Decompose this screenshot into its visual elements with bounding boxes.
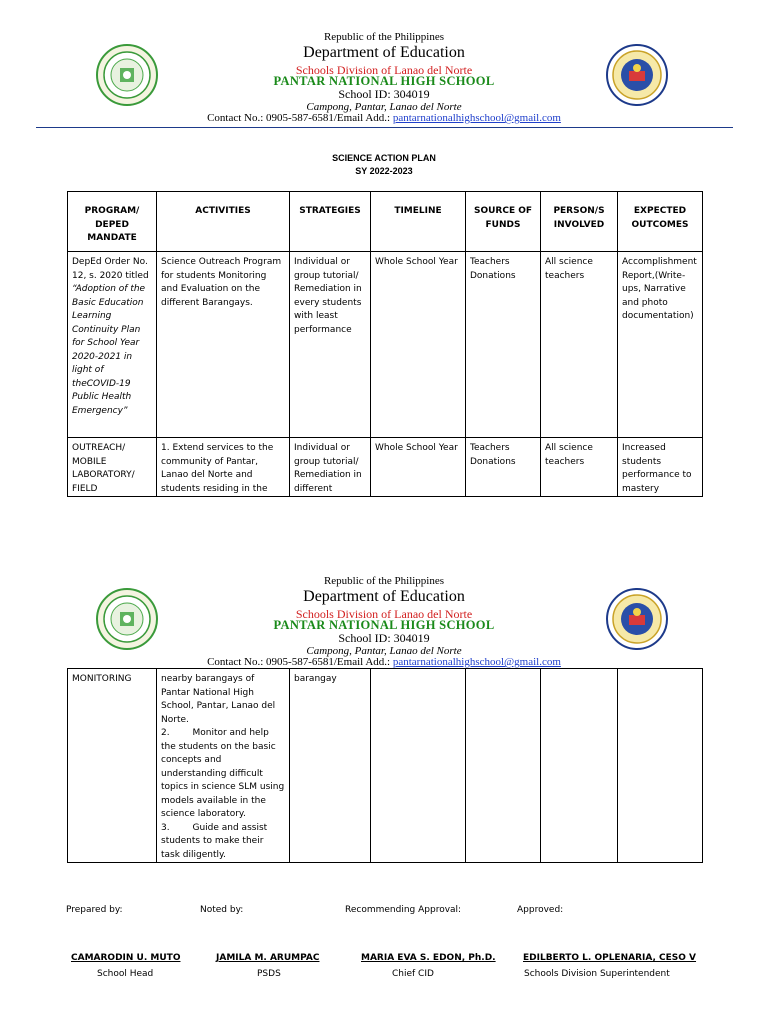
republic-text: Republic of the Philippines <box>323 31 445 43</box>
school-address: Campong, Pantar, Lanao del Norte <box>306 645 462 657</box>
signatory-name-school-head: CAMARODIN U. MUTO <box>71 953 181 963</box>
department-name: Department of Education <box>303 588 465 605</box>
persons-cell: All science teachers <box>541 438 618 497</box>
table-row <box>68 669 703 863</box>
timeline-cell: Whole School Year <box>371 252 466 438</box>
table-row <box>68 438 703 497</box>
school-id: School ID: 304019 <box>338 631 430 645</box>
email-link[interactable]: pantarnationalhighschool@gmail.com <box>392 656 561 668</box>
action-plan-table-continued <box>67 668 703 863</box>
school-name: PANTAR NATIONAL HIGH SCHOOL <box>273 74 495 88</box>
column-header: SOURCE OF FUNDS <box>466 192 541 252</box>
contact-number: Contact No.: 0905-587-6581/Email Add.: <box>207 656 393 668</box>
header-rule <box>36 127 733 128</box>
mandate-cell <box>68 252 157 438</box>
activity-item: 3. Guide and assist students to make their task diligently. <box>161 822 271 860</box>
school-name: PANTAR NATIONAL HIGH SCHOOL <box>273 618 495 632</box>
table-row <box>68 252 703 438</box>
activities-cell <box>157 669 290 863</box>
signatory-position-psds: PSDS <box>257 969 281 979</box>
funds-cell <box>466 669 541 863</box>
outcomes-cell: Increased students performance to mastery <box>618 438 703 497</box>
action-plan-table <box>67 191 703 497</box>
outcomes-cell <box>618 669 703 863</box>
column-header: STRATEGIES <box>290 192 371 252</box>
funds-cell: Teachers Donations <box>466 438 541 497</box>
table-header-row <box>68 192 703 252</box>
activities-cell: 1. Extend services to the community of Pantar, Lanao del Norte and students residing in the <box>157 438 290 497</box>
timeline-cell: Whole School Year <box>371 438 466 497</box>
signatory-name-chief-cid: MARIA EVA S. EDON, Ph.D. <box>361 953 496 963</box>
timeline-cell <box>371 669 466 863</box>
contact-line <box>0 112 768 124</box>
column-header: EXPECTED OUTCOMES <box>618 192 703 252</box>
email-link[interactable]: pantarnationalhighschool@gmail.com <box>392 112 561 124</box>
approved-label: Approved: <box>517 905 564 915</box>
strategies-cell: Individual or group tutorial/ Remediation in every students with least performance <box>290 252 371 438</box>
school-address: Campong, Pantar, Lanao del Norte <box>306 101 462 113</box>
mandate-cell: OUTREACH/ MOBILE LABORATORY/ FIELD <box>68 438 157 497</box>
school-id: School ID: 304019 <box>338 87 430 101</box>
outcomes-cell: Accomplishment Report,(Write-ups, Narrative and photo documentation) <box>618 252 703 438</box>
signatory-name-psds: JAMILA M. ARUMPAC <box>216 953 320 963</box>
plan-year: SY 2022-2023 <box>355 166 413 176</box>
republic-text: Republic of the Philippines <box>323 575 445 587</box>
activity-item: nearby barangays of Pantar National High School, Pantar, Lanao del Norte. <box>161 674 276 725</box>
division-name: Schools Division of Lanao del Norte <box>295 607 473 621</box>
division-name: Schools Division of Lanao del Norte <box>295 63 473 77</box>
funds-cell: Teachers Donations <box>466 252 541 438</box>
column-header: TIMELINE <box>371 192 466 252</box>
mandate-text: DepEd Order No. 12, s. 2020 titled <box>72 257 149 281</box>
column-header: PROGRAM/ DEPED MANDATE <box>68 192 157 252</box>
signatory-position-superintendent: Schools Division Superintendent <box>524 969 670 979</box>
column-header: ACTIVITIES <box>157 192 290 252</box>
strategies-cell: barangay <box>290 669 371 863</box>
department-name: Department of Education <box>303 44 465 61</box>
column-header: PERSON/S INVOLVED <box>541 192 618 252</box>
persons-cell <box>541 669 618 863</box>
signatory-position-chief-cid: Chief CID <box>392 969 434 979</box>
signatory-position-school-head: School Head <box>97 969 154 979</box>
contact-number: Contact No.: 0905-587-6581/Email Add.: <box>207 112 393 124</box>
activities-cell: Science Outreach Program for students Monitoring and Evaluation on the different Barangays. <box>157 252 290 438</box>
mandate-cell: MONITORING <box>68 669 157 863</box>
strategies-cell: Individual or group tutorial/ Remediation in different <box>290 438 371 497</box>
persons-cell: All science teachers <box>541 252 618 438</box>
mandate-title-text: “Adoption of the Basic Education Learning Continuity Plan for School Year 2020-2021 in light of theCOVID-19 Public Health Emergency” <box>72 284 146 416</box>
prepared-by-label: Prepared by: <box>66 905 123 915</box>
recommending-approval-label: Recommending Approval: <box>345 905 462 915</box>
contact-line <box>0 656 768 668</box>
signatory-name-superintendent: EDILBERTO L. OPLENARIA, CESO V <box>523 953 697 963</box>
plan-title: SCIENCE ACTION PLAN <box>332 153 436 163</box>
noted-by-label: Noted by: <box>200 905 244 915</box>
activity-item: 2. Monitor and help the students on the basic concepts and understanding difficult topics in science SLM using models available in the science laboratory. <box>161 728 288 819</box>
